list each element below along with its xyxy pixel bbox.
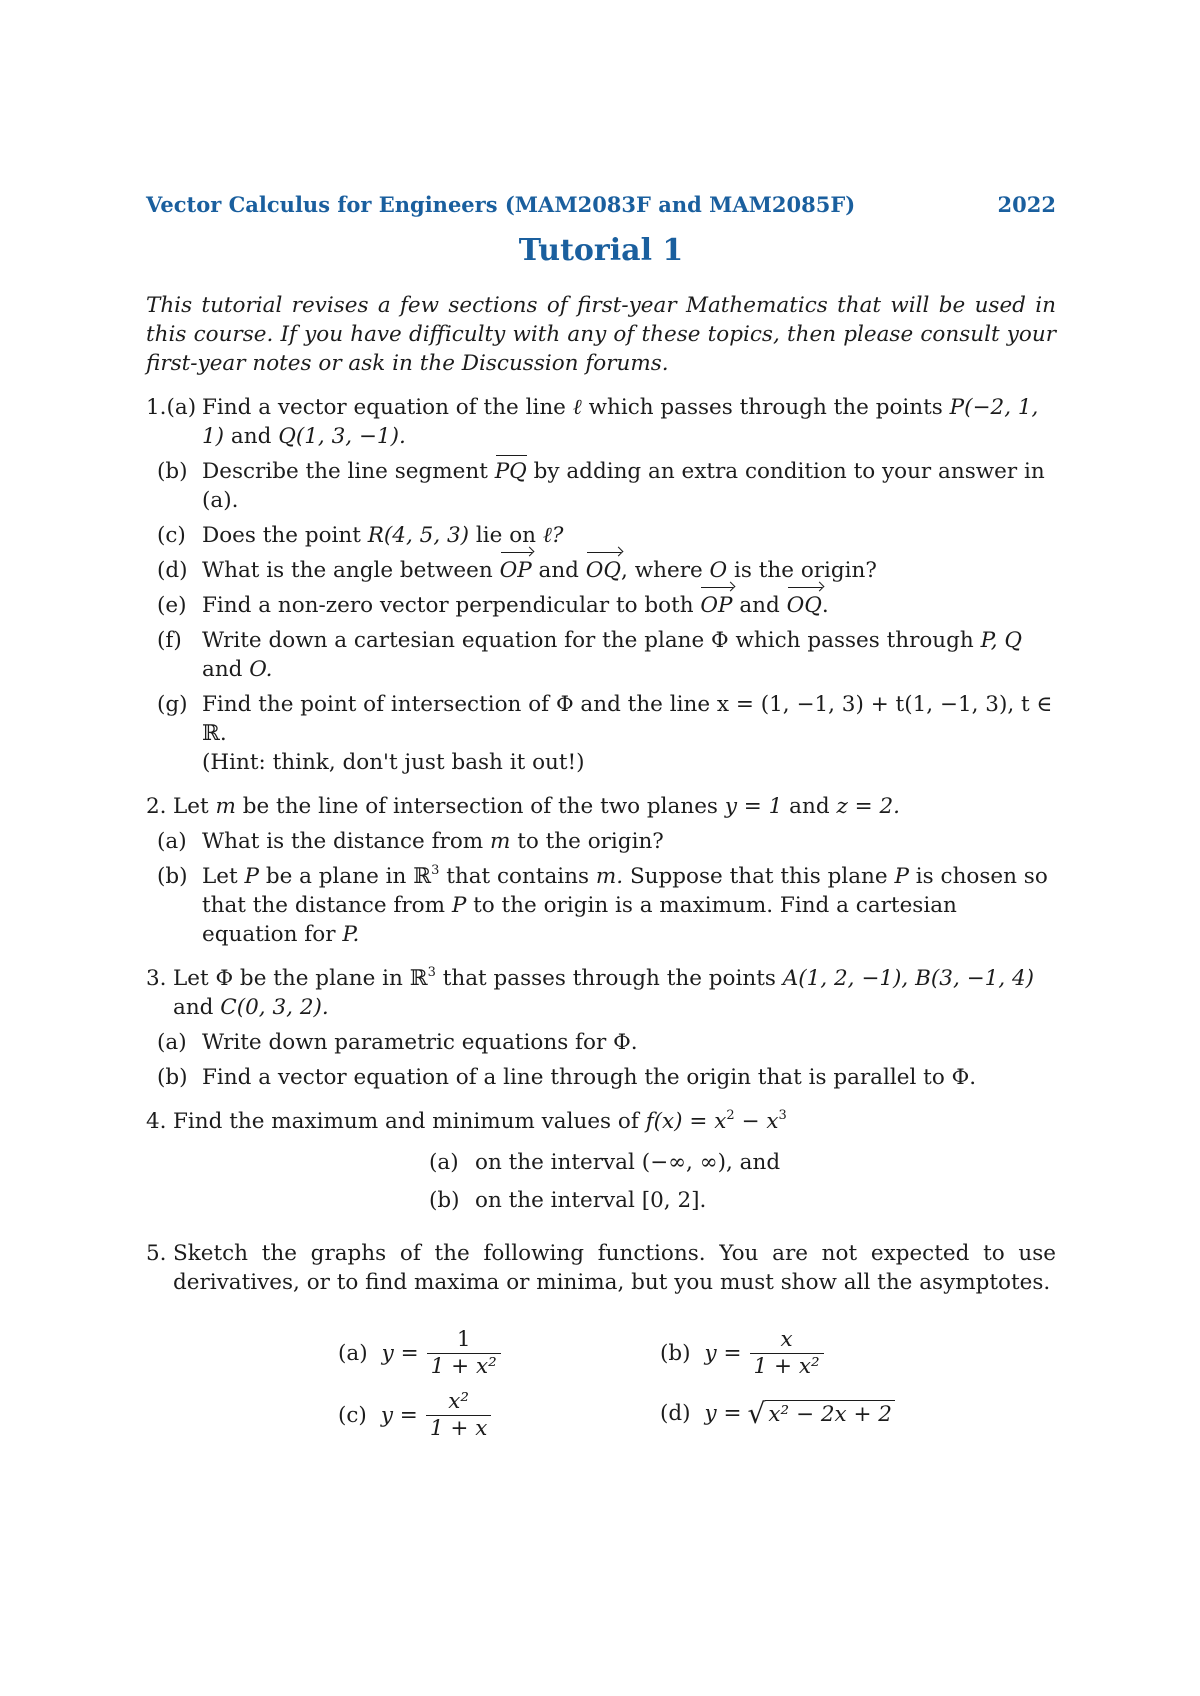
q5d-label: (d) (660, 1401, 691, 1426)
vector-oq: OQ (786, 593, 822, 618)
q5d: (d) y = √ x² − 2x + 2 (660, 1399, 895, 1428)
q2b: (b) Let P be a plane in ℝ$^3$ that contains m. Suppose that this plane P is chosen so that the distance from P to the origin is a maximum. Find a cartesian equation for P. (146, 862, 1056, 949)
q4a: (a) on the interval (−∞, ∞), and (429, 1150, 781, 1175)
q4-parts (146, 1148, 1056, 1215)
hint: (Hint: think, don't just bash it out!) (202, 750, 585, 775)
q1c-label: (c) (157, 523, 186, 548)
vector-op: OP (499, 558, 532, 583)
course-header (146, 190, 1056, 219)
q4-number: 4. (146, 1109, 167, 1134)
q2a-label: (a) (157, 829, 187, 854)
q3-number: 3. (146, 966, 167, 991)
q1a-label: (a) (166, 395, 197, 420)
vector-op: OP (700, 593, 733, 618)
question-4 (146, 1107, 1056, 1215)
vector-oq: OQ (585, 558, 622, 583)
q4-text: Find the maximum and minimum values of $f(x) = x^2 - x^3$ (173, 1108, 787, 1134)
q1e-label: (e) (157, 593, 187, 618)
q5a: (a) y = $\frac{1}{\text{1 + x²}}$ (338, 1327, 501, 1380)
tutorial-title: Tutorial 1 (518, 233, 684, 268)
q1a-text: Find a vector equation of the line ℓ which passes through the points P(−2, 1, 1) and Q(1, 3, −1). (202, 395, 1039, 449)
question-3 (146, 964, 1056, 1092)
course-title: Vector Calculus for Engineers (MAM2083F and MAM2085F) (146, 192, 856, 217)
q5-text: Sketch the graphs of the following functions. You are not expected to use derivatives, or to find maxima or minima, but you must show all the asymptotes. (173, 1241, 1056, 1295)
q3a: (a) Write down parametric equations for Φ. (146, 1028, 1056, 1057)
q1c: (c) Does the point R(4, 5, 3) lie on ℓ? (146, 521, 1056, 550)
q5c-fraction: $\frac{\text{x²}}{1 + x}$ (426, 1389, 492, 1442)
q2b-label: (b) (157, 864, 188, 889)
q5b-fraction: $\frac{x}{\text{1 + x²}}$ (750, 1327, 824, 1380)
course-year: 2022 (997, 192, 1056, 217)
q1d: (d) What is the angle between OP and OQ, where O is the origin? (146, 556, 1056, 585)
question-1 (146, 393, 1056, 777)
q5b-label: (b) (660, 1341, 691, 1366)
q1e: (e) Find a non-zero vector perpendicular to both OP and OQ. (146, 591, 1056, 620)
q2a: (a) What is the distance from m to the origin? (146, 827, 1056, 856)
q4b: (b) on the interval [0, 2]. (429, 1188, 707, 1213)
q3a-label: (a) (157, 1030, 187, 1055)
q1a (146, 393, 1056, 451)
q5c-label: (c) (338, 1403, 367, 1428)
q1g: (g) Find the point of intersection of Φ and the line x = (1, −1, 3) + t(1, −1, 3), t ∈ ℝ. (Hint: think, don't just bash it out!) (146, 690, 1056, 777)
q5a-label: (a) (338, 1341, 368, 1366)
q2-number: 2. (146, 794, 167, 819)
radical-sign-icon: √ (747, 1396, 766, 1430)
q5-number: 5. (146, 1241, 167, 1266)
q1b-label: (b) (157, 459, 188, 484)
q3b: (b) Find a vector equation of a line through the origin that is parallel to Φ. (146, 1063, 1056, 1092)
q1d-label: (d) (157, 558, 188, 583)
q5-functions (146, 1311, 1056, 1451)
square-root: √ x² − 2x + 2 (748, 1400, 895, 1428)
q3b-label: (b) (157, 1065, 188, 1090)
line-equation: x = (1, −1, 3) + t(1, −1, 3), t ∈ ℝ. (202, 692, 1053, 746)
q1f: (f) Write down a cartesian equation for the plane Φ which passes through P, Q and O. (146, 626, 1056, 684)
document-page (146, 190, 1056, 1451)
q1f-label: (f) (157, 628, 182, 653)
q2-text: Let m be the line of intersection of the two planes y = 1 and z = 2. (173, 794, 900, 819)
q4b-label: (b) (429, 1188, 460, 1213)
q5c: (c) y = $\frac{\text{x²}}{1 + x}$ (338, 1389, 491, 1442)
question-2 (146, 792, 1056, 949)
q3-text: Let Φ be the plane in ℝ$^3$ that passes through the points A(1, 2, −1), B(3, −1, 4) and C(0, 3, 2). (173, 965, 1035, 1020)
segment-pq: PQ (494, 459, 527, 484)
q1-number: 1. (146, 395, 167, 420)
q1b: (b) Describe the line segment PQ by adding an extra condition to your answer in (a). (146, 457, 1056, 515)
q4a-label: (a) (429, 1150, 459, 1175)
q5b: (b) y = $\frac{x}{\text{1 + x²}}$ (660, 1327, 824, 1380)
q1g-label: (g) (157, 692, 188, 717)
intro-paragraph: This tutorial revises a few sections of first-year Mathematics that will be used in this course. If you have difficulty with any of these topics, then please consult your first-year notes or ask in the Discussion forums. (146, 293, 1056, 376)
question-5 (146, 1239, 1056, 1451)
q5a-fraction: $\frac{1}{\text{1 + x²}}$ (427, 1327, 501, 1380)
